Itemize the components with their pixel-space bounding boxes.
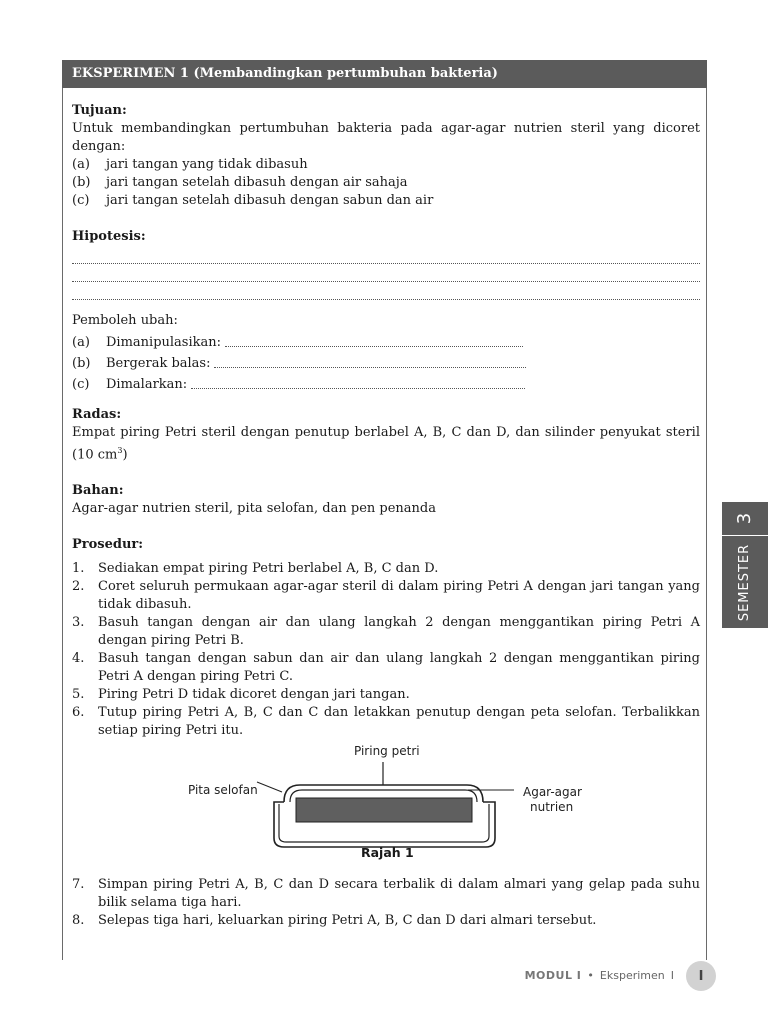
item-text: jari tangan yang tidak dibasuh: [106, 157, 308, 172]
procedure-list-continued: [72, 876, 700, 930]
variable-item: [72, 334, 700, 352]
item-label: (b): [72, 356, 91, 371]
bahan-text: Agar-agar nutrien steril, pita selofan, dan pen penanda: [72, 501, 436, 517]
procedure-step: 3. Basuh tangan dengan air dan ulang langkah 2 dengan menggantikan piring Petri A dengan piring Petri B.: [72, 615, 700, 649]
variable-item: [72, 355, 700, 373]
semester-label: SEMESTER: [737, 543, 753, 621]
variable-item: [72, 376, 700, 394]
tujuan-intro: Untuk membandingkan pertumbuhan bakteria pada agar-agar nutrien steril yang dicoret dengan:: [72, 121, 700, 154]
figure-caption: Rajah 1: [361, 845, 414, 861]
petri-dish-figure: [72, 740, 700, 876]
item-label: (b): [72, 175, 91, 190]
answer-line[interactable]: [72, 282, 700, 300]
procedure-step: 1. Sediakan empat piring Petri berlabel A, B, C dan D.: [72, 561, 439, 577]
procedure-step: 7. Simpan piring Petri A, B, C dan D secara terbalik di dalam almari yang gelap pada suhu bilik selama tiga hari.: [72, 877, 700, 911]
experiment-title: EKSPERIMEN 1 (Membandingkan pertumbuhan bakteria): [62, 60, 707, 88]
procedure-step: 4. Basuh tangan dengan sabun dan air dan ulang langkah 2 dengan menggantikan piring Petri A dengan piring Petri C.: [72, 651, 700, 685]
bahan-heading: Bahan:: [72, 483, 124, 499]
semester-tab[interactable]: [722, 502, 768, 628]
item-label: (c): [72, 377, 90, 392]
procedure-step: 6. Tutup piring Petri A, B, C dan C dan letakkan penutup dengan peta selofan. Terbalikkan setiap piring Petri itu.: [72, 705, 700, 739]
page-footer: [525, 969, 674, 982]
answer-line[interactable]: [72, 264, 700, 282]
footer-bullet: •: [587, 969, 594, 982]
answer-field[interactable]: [225, 334, 523, 347]
page-number: I: [686, 961, 716, 991]
pemboleh-ubah-heading: Pemboleh ubah:: [72, 313, 178, 328]
footer-separator: I: [670, 969, 674, 982]
radas-text: Empat piring Petri steril dengan penutup berlabel A, B, C dan D, dan silinder penyukat steril (10 $cm^3$): [72, 425, 700, 463]
label-pita-selofan: Pita selofan: [188, 783, 258, 798]
item-label: (a): [72, 157, 90, 172]
label-nutrien: nutrien: [530, 800, 574, 815]
item-label: (a): [72, 335, 90, 350]
tujuan-item: [72, 174, 700, 192]
procedure-step: 8. Selepas tiga hari, keluarkan piring Petri A, B, C dan D dari almari tersebut.: [72, 913, 597, 929]
item-text: jari tangan setelah dibasuh dengan sabun dan air: [106, 193, 434, 208]
item-text: Dimanipulasikan:: [106, 335, 222, 350]
item-text: Bergerak balas:: [106, 356, 211, 371]
tujuan-item: [72, 192, 700, 210]
answer-line[interactable]: [72, 246, 700, 264]
procedure-step: 2. Coret seluruh permukaan agar-agar steril di dalam piring Petri A dengan jari tangan yang tidak dibasuh.: [72, 579, 700, 613]
prosedur-heading: Prosedur:: [72, 537, 144, 553]
footer-section: Eksperimen: [599, 969, 665, 982]
procedure-step: 5. Piring Petri D tidak dicoret dengan jari tangan.: [72, 687, 410, 703]
item-text: Dimalarkan:: [106, 377, 188, 392]
answer-field[interactable]: [214, 355, 526, 368]
tujuan-item: [72, 156, 700, 174]
experiment-content: [72, 102, 700, 930]
footer-modul: MODUL I: [524, 969, 582, 982]
item-label: (c): [72, 193, 90, 208]
label-agar-agar: Agar-agar: [523, 785, 582, 800]
procedure-list: [72, 560, 700, 740]
item-text: jari tangan setelah dibasuh dengan air sahaja: [106, 175, 408, 190]
semester-number: 3: [722, 502, 768, 536]
hipotesis-heading: Hipotesis:: [72, 229, 146, 244]
radas-heading: Radas:: [72, 407, 122, 422]
tujuan-heading: Tujuan:: [72, 103, 127, 118]
answer-field[interactable]: [191, 376, 525, 389]
label-piring-petri: Piring petri: [354, 744, 420, 759]
